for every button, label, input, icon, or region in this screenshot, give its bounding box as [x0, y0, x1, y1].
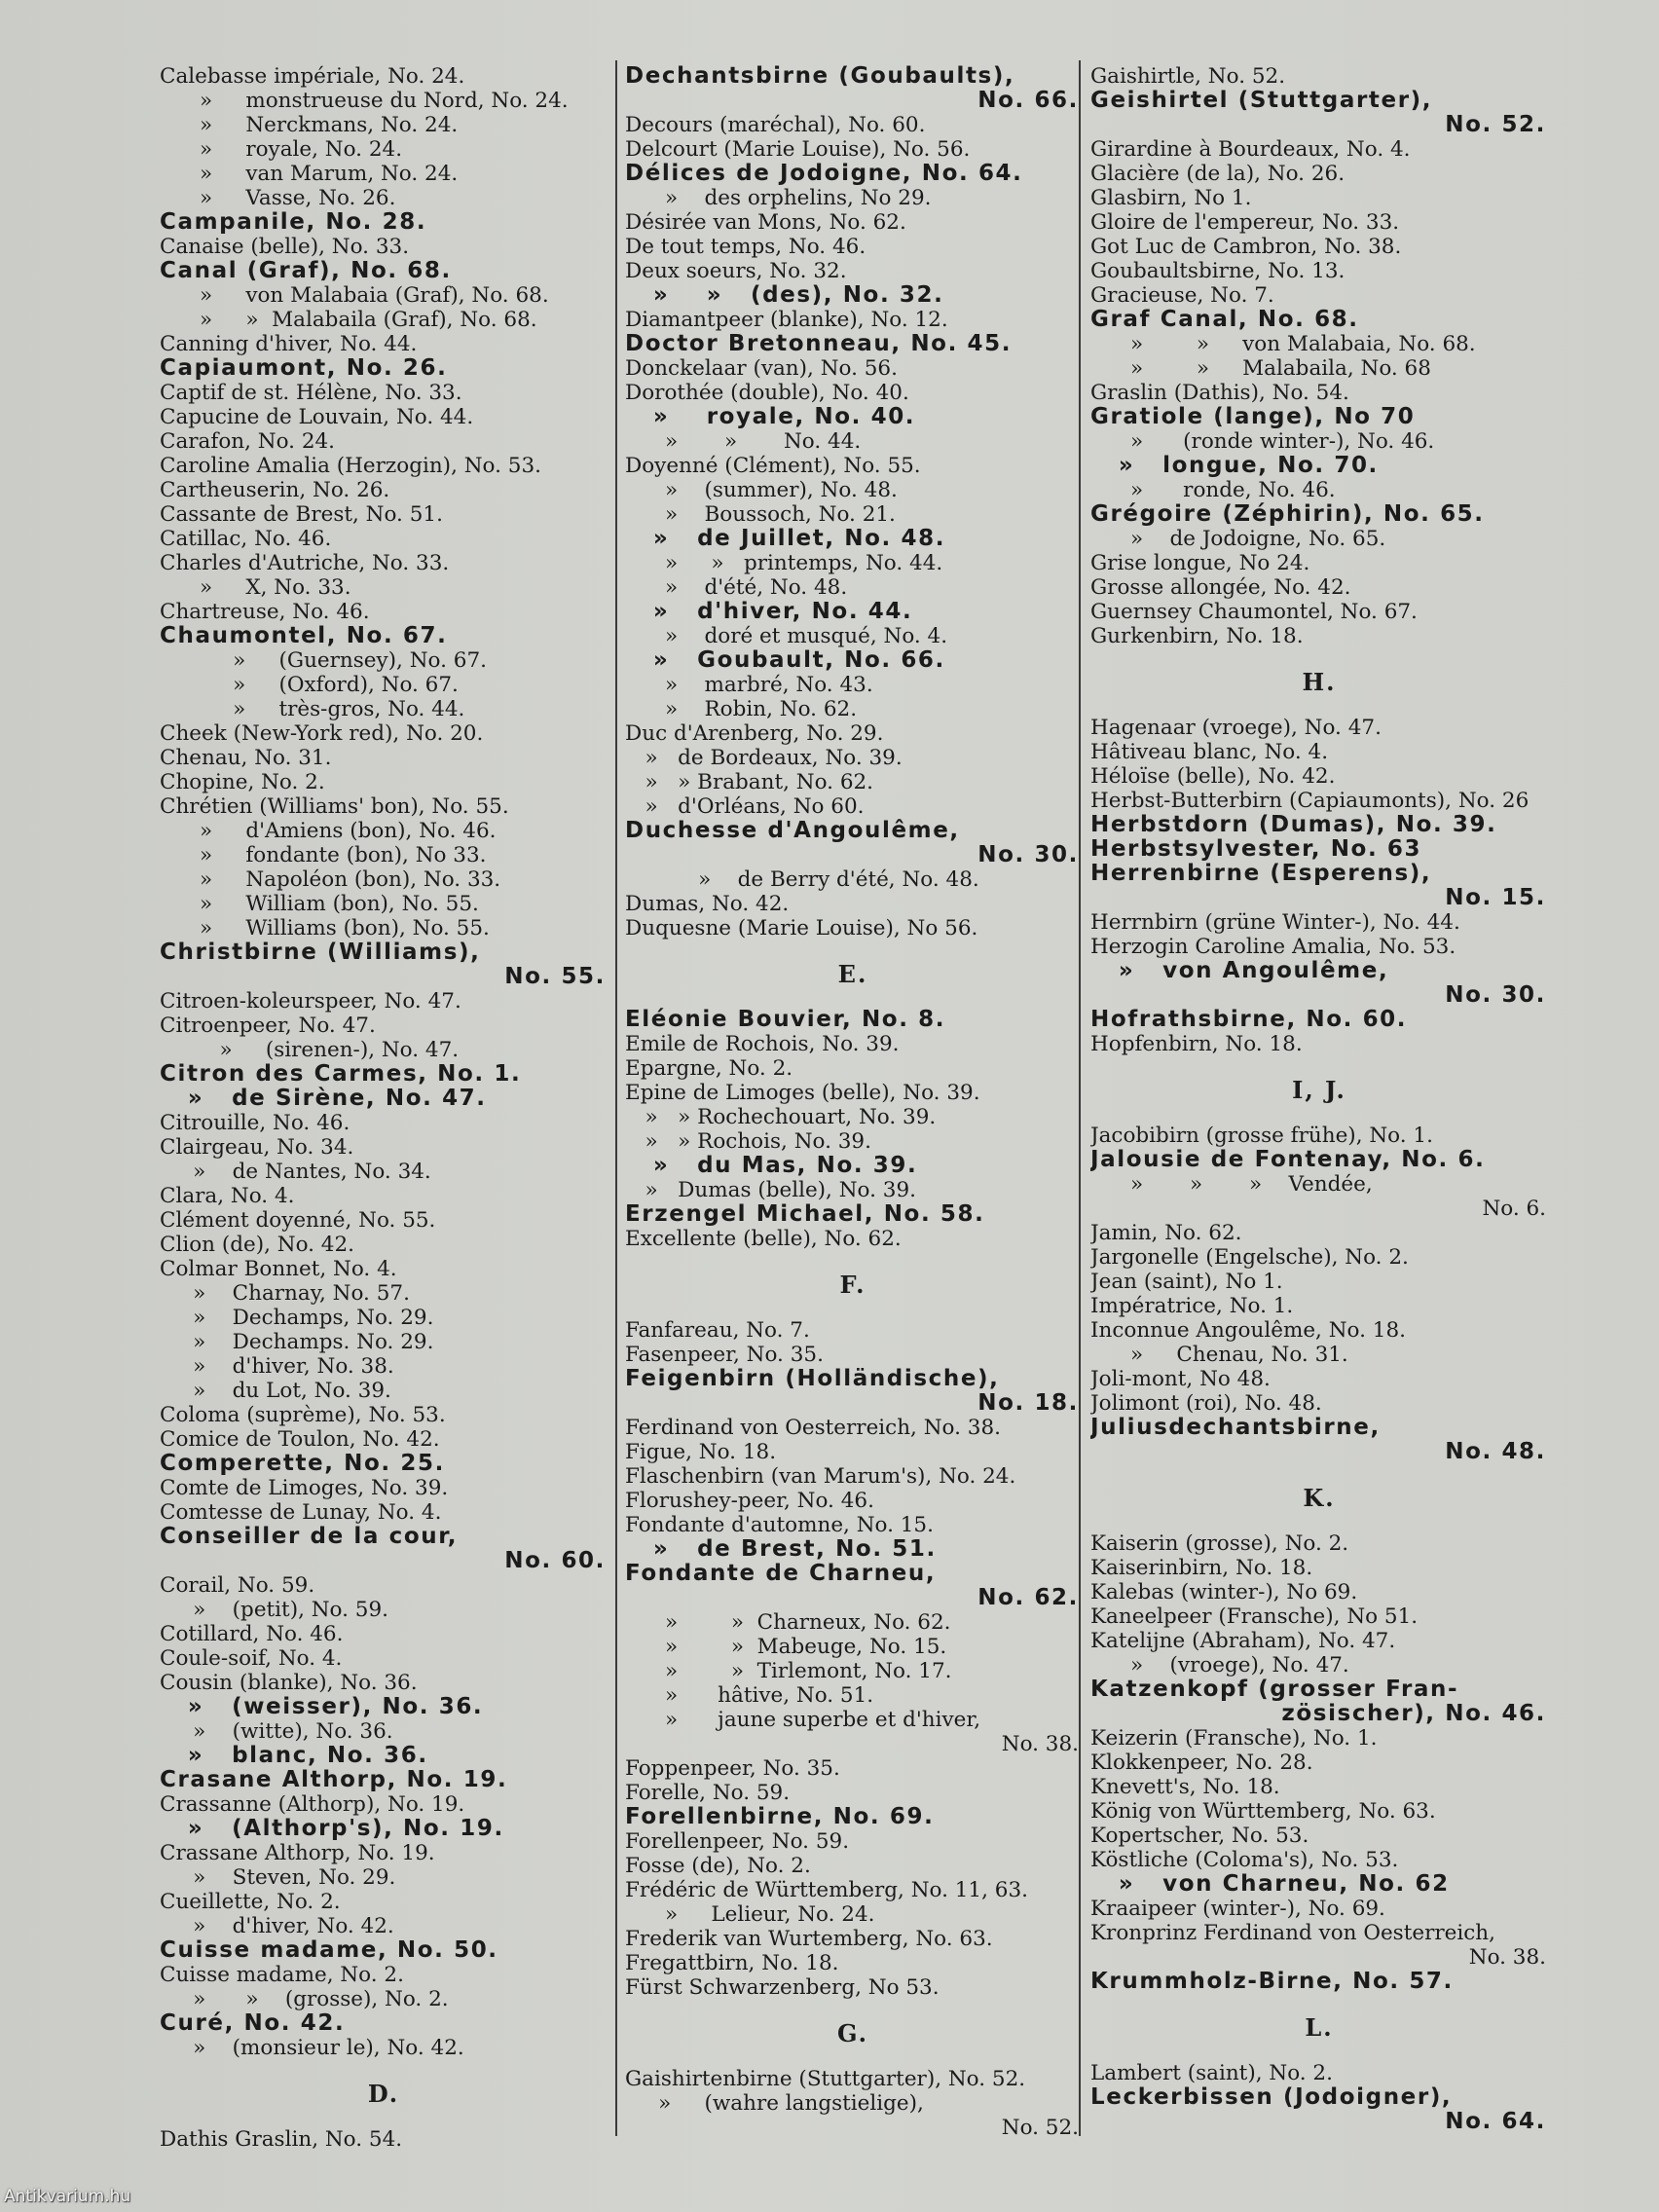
- index-entry: » de Sirène, No. 47.: [160, 1086, 487, 1111]
- index-entry: » » » Vendée,: [1090, 1172, 1373, 1197]
- section-letter-heading: F.: [839, 1271, 866, 1299]
- index-entry: Kraaipeer (winter-), No. 69.: [1090, 1897, 1385, 1921]
- section-letter-heading: I, J.: [1292, 1076, 1346, 1104]
- section-spacer: [625, 940, 1081, 962]
- index-entry: » marbré, No. 43.: [625, 673, 873, 697]
- index-entry: Herrenbirne (Esperens),: [1090, 861, 1432, 886]
- index-entry: Gloire de l'empereur, No. 33.: [1090, 210, 1400, 235]
- index-entry: » Williams (bon), No. 55.: [160, 916, 490, 940]
- index-entry: » (Guernsey), No. 67.: [160, 648, 487, 673]
- section-spacer: [1090, 2040, 1548, 2061]
- index-entry: No. 52.: [1445, 112, 1546, 137]
- index-entry: Jean (saint), No 1.: [1090, 1270, 1283, 1294]
- index-entry: Knevett's, No. 18.: [1090, 1775, 1280, 1799]
- index-entry: » Napoléon (bon), No. 33.: [160, 867, 501, 892]
- index-entry: No. 6.: [1482, 1197, 1546, 1221]
- index-entry: Keizerin (Fransche), No. 1.: [1090, 1726, 1378, 1751]
- index-entry: » de Nantes, No. 34.: [160, 1160, 431, 1184]
- index-entry: Cassante de Brest, No. 51.: [160, 502, 443, 527]
- index-entry: » royale, No. 40.: [625, 404, 916, 429]
- index-entry: » (wahre langstielige),: [625, 2091, 924, 2116]
- section-spacer: [625, 1297, 1081, 1318]
- column-divider-1: [615, 60, 617, 2136]
- section-spacer: [1090, 1056, 1548, 1078]
- index-entry: Fondante de Charneu,: [625, 1561, 937, 1586]
- index-entry: » » Rochois, No. 39.: [625, 1129, 871, 1154]
- index-entry: » (witte), No. 36.: [160, 1719, 393, 1744]
- index-entry: Citroenpeer, No. 47.: [160, 1014, 376, 1038]
- index-entry: » longue, No. 70.: [1090, 453, 1379, 478]
- index-entry: Canning d'hiver, No. 44.: [160, 332, 418, 356]
- index-entry: » monstrueuse du Nord, No. 24.: [160, 89, 569, 113]
- index-entry: » fondante (bon), No 33.: [160, 843, 487, 867]
- index-entry: Grégoire (Zéphirin), No. 65.: [1090, 501, 1485, 527]
- index-entry: Comtesse de Lunay, No. 4.: [160, 1500, 442, 1525]
- index-entry: Donckelaar (van), No. 56.: [625, 356, 898, 381]
- index-entry: Corail, No. 59.: [160, 1573, 315, 1598]
- index-entry: Calebasse impériale, No. 24.: [160, 64, 465, 89]
- index-entry: » doré et musqué, No. 4.: [625, 624, 948, 648]
- index-entry: Lambert (saint), No. 2.: [1090, 2061, 1333, 2085]
- index-entry: Dechantsbirne (Goubaults),: [625, 64, 1015, 89]
- index-entry: No. 30.: [1445, 982, 1546, 1008]
- index-entry: » (Oxford), No. 67.: [160, 673, 459, 697]
- section-spacer: [1090, 1510, 1548, 1531]
- index-entry: Herbstsylvester, No. 63: [1090, 836, 1422, 862]
- index-entry: zösischer), No. 46.: [1281, 1701, 1546, 1726]
- index-entry: » » Charneux, No. 62.: [625, 1610, 951, 1635]
- index-entry: » (summer), No. 48.: [625, 478, 898, 502]
- index-entry: Grosse allongée, No. 42.: [1090, 575, 1351, 600]
- index-entry: Chartreuse, No. 46.: [160, 600, 370, 624]
- index-entry: No. 38.: [1468, 1945, 1546, 1970]
- index-entry: Herbst-Butterbirn (Capiaumonts), No. 26: [1090, 789, 1530, 813]
- index-entry: » (vroege), No. 47.: [1090, 1653, 1349, 1677]
- index-entry: » royale, No. 24.: [160, 137, 403, 162]
- index-entry: De tout temps, No. 46.: [625, 235, 866, 259]
- index-entry: Flaschenbirn (van Marum's), No. 24.: [625, 1464, 1016, 1489]
- index-entry: » Goubault, No. 66.: [625, 647, 945, 673]
- index-entry: Hagenaar (vroege), No. 47.: [1090, 716, 1382, 740]
- index-entry: Got Luc de Cambron, No. 38.: [1090, 235, 1402, 259]
- index-entry: » jaune superbe et d'hiver,: [625, 1708, 981, 1732]
- index-entry: Crassanne (Althorp), No. 19.: [160, 1792, 465, 1817]
- index-entry: Impératrice, No. 1.: [1090, 1294, 1294, 1318]
- index-entry: » Chenau, No. 31.: [1090, 1343, 1348, 1367]
- index-entry: Clairgeau, No. 34.: [160, 1135, 354, 1160]
- index-entry: Duquesne (Marie Louise), No 56.: [625, 916, 978, 940]
- index-entry: Carafon, No. 24.: [160, 429, 336, 454]
- index-entry: Duc d'Arenberg, No. 29.: [625, 721, 884, 746]
- index-entry: Eléonie Bouvier, No. 8.: [625, 1007, 946, 1032]
- index-entry: » » (des), No. 32.: [625, 282, 944, 308]
- index-entry: Glacière (de la), No. 26.: [1090, 162, 1346, 186]
- index-entry: Cartheuserin, No. 26.: [160, 478, 390, 502]
- index-entry: Cueillette, No. 2.: [160, 1890, 341, 1914]
- index-entry: Dathis Graslin, No. 54.: [160, 2127, 403, 2152]
- index-entry: » de Berry d'été, No. 48.: [625, 867, 979, 892]
- index-entry: No. 30.: [977, 842, 1079, 867]
- index-entry: » » Brabant, No. 62.: [625, 770, 874, 794]
- section-spacer: [625, 2000, 1081, 2021]
- index-entry: Comice de Toulon, No. 42.: [160, 1427, 440, 1452]
- section-spacer: [625, 2046, 1081, 2067]
- index-entry: Christbirne (Williams),: [160, 940, 481, 965]
- index-entry: Colmar Bonnet, No. 4.: [160, 1257, 397, 1281]
- index-entry: Citroen-koleurspeer, No. 47.: [160, 989, 461, 1014]
- index-entry: » d'été, No. 48.: [625, 575, 848, 600]
- index-entry: Guernsey Chaumontel, No. 67.: [1090, 600, 1418, 624]
- index-entry: » blanc, No. 36.: [160, 1743, 428, 1768]
- index-entry: » » von Malabaia, No. 68.: [1090, 332, 1476, 356]
- index-entry: Coloma (suprème), No. 53.: [160, 1403, 446, 1427]
- index-entry: » von Malabaia (Graf), No. 68.: [160, 283, 549, 308]
- index-entry: » (weisser), No. 36.: [160, 1694, 484, 1719]
- index-entry: Delcourt (Marie Louise), No. 56.: [625, 137, 971, 162]
- index-entry: Foppenpeer, No. 35.: [625, 1756, 840, 1781]
- index-entry: Conseiller de la cour,: [160, 1524, 459, 1549]
- section-letter-heading: E.: [837, 960, 868, 988]
- index-entry: » Dumas (belle), No. 39.: [625, 1178, 916, 1202]
- index-entry: » Dechamps. No. 29.: [160, 1330, 434, 1354]
- index-entry: Fanfareau, No. 7.: [625, 1318, 810, 1343]
- section-letter-heading: L.: [1305, 2013, 1334, 2042]
- index-entry: » » Malabaila, No. 68: [1090, 356, 1431, 381]
- index-entry: Ferdinand von Oesterreich, No. 38.: [625, 1416, 1001, 1440]
- index-entry: Herbstdorn (Dumas), No. 39.: [1090, 812, 1497, 837]
- index-entry: Hâtiveau blanc, No. 4.: [1090, 740, 1329, 764]
- index-entry: Fosse (de), No. 2.: [625, 1854, 811, 1878]
- index-entry: » (petit), No. 59.: [160, 1598, 388, 1622]
- section-letter-heading: D.: [367, 2080, 400, 2108]
- index-entry: » » printemps, No. 44.: [625, 551, 943, 575]
- index-entry: » de Bordeaux, No. 39.: [625, 746, 903, 770]
- index-entry: Frederik van Wurtemberg, No. 63.: [625, 1927, 993, 1951]
- section-letter-heading: K.: [1303, 1484, 1336, 1512]
- index-entry: Graslin (Dathis), No. 54.: [1090, 381, 1349, 405]
- index-entry: » Robin, No. 62.: [625, 697, 858, 721]
- index-entry: Héloïse (belle), No. 42.: [1090, 764, 1336, 789]
- index-entry: Gratiole (lange), No 70: [1090, 404, 1416, 429]
- index-entry: » des orphelins, No 29.: [625, 186, 932, 210]
- index-entry: Citron des Carmes, No. 1.: [160, 1061, 522, 1087]
- index-entry: No. 64.: [1445, 2109, 1546, 2134]
- index-entry: Fondante d'automne, No. 15.: [625, 1513, 934, 1537]
- index-entry: » du Lot, No. 39.: [160, 1379, 391, 1403]
- index-entry: Katzenkopf (grosser Fran-: [1090, 1677, 1459, 1702]
- index-entry: Forelle, No. 59.: [625, 1781, 791, 1805]
- index-entry: Köstliche (Coloma's), No. 53.: [1090, 1848, 1399, 1872]
- index-entry: Catillac, No. 46.: [160, 527, 332, 551]
- index-entry: Krummholz-Birne, No. 57.: [1090, 1969, 1454, 1994]
- index-entry: Cuisse madame, No. 50.: [160, 1937, 498, 1963]
- index-entry: Crassane Althorp, No. 19.: [160, 1841, 435, 1865]
- index-entry: König von Württemberg, No. 63.: [1090, 1799, 1436, 1824]
- index-entry: Geishirtel (Stuttgarter),: [1090, 88, 1433, 113]
- index-entry: Girardine à Bourdeaux, No. 4.: [1090, 137, 1411, 162]
- index-entry: Gaishirtle, No. 52.: [1090, 64, 1286, 89]
- index-entry: Inconnue Angoulême, No. 18.: [1090, 1318, 1406, 1343]
- index-entry: Fasenpeer, No. 35.: [625, 1343, 824, 1367]
- index-entry: Emile de Rochois, No. 39.: [625, 1032, 900, 1056]
- index-entry: Chopine, No. 2.: [160, 770, 325, 794]
- index-entry: » (sirenen-), No. 47.: [160, 1038, 460, 1062]
- index-entry: Goubaultsbirne, No. 13.: [1090, 259, 1346, 283]
- index-entry: Duchesse d'Angoulême,: [625, 818, 960, 843]
- index-entry: Hopfenbirn, No. 18.: [1090, 1032, 1303, 1056]
- index-entry: » Vasse, No. 26.: [160, 186, 396, 210]
- index-entry: Doyenné (Clément), No. 55.: [625, 454, 921, 478]
- index-entry: » Nerckmans, No. 24.: [160, 113, 459, 137]
- index-entry: Kronprinz Ferdinand von Oesterreich,: [1090, 1921, 1495, 1945]
- index-entry: Juliusdechantsbirne,: [1090, 1415, 1381, 1440]
- index-entry: » (ronde winter-), No. 46.: [1090, 429, 1435, 454]
- index-entry: No. 48.: [1445, 1439, 1546, 1464]
- index-entry: Clara, No. 4.: [160, 1184, 295, 1208]
- index-entry: Jalousie de Fontenay, No. 6.: [1090, 1147, 1486, 1172]
- index-entry: » d'hiver, No. 44.: [625, 599, 913, 624]
- index-entry: Crasane Althorp, No. 19.: [160, 1767, 508, 1792]
- section-spacer: [625, 986, 1081, 1008]
- index-entry: Graf Canal, No. 68.: [1090, 307, 1359, 332]
- index-entry: » d'Orléans, No 60.: [625, 794, 865, 819]
- index-entry: Fürst Schwarzenberg, No 53.: [625, 1975, 940, 2000]
- index-entry: Hofrathsbirne, No. 60.: [1090, 1007, 1408, 1032]
- watermark: Antikvarium.hu: [4, 2187, 131, 2206]
- index-entry: » » Tirlemont, No. 17.: [625, 1659, 952, 1683]
- index-entry: » William (bon), No. 55.: [160, 892, 479, 916]
- index-entry: » très-gros, No. 44.: [160, 697, 465, 721]
- index-entry: » von Angoulême,: [1090, 958, 1389, 983]
- index-entry: Caroline Amalia (Herzogin), No. 53.: [160, 454, 541, 478]
- index-entry: Frédéric de Württemberg, No. 11, 63.: [625, 1878, 1028, 1902]
- index-entry: » (monsieur le), No. 42.: [160, 2036, 464, 2060]
- section-letter-heading: H.: [1302, 668, 1337, 696]
- index-entry: Leckerbissen (Jodoigner),: [1090, 2084, 1453, 2110]
- index-entry: » Dechamps, No. 29.: [160, 1306, 434, 1330]
- index-entry: Cotillard, No. 46.: [160, 1622, 344, 1646]
- index-entry: » (Althorp's), No. 19.: [160, 1816, 504, 1841]
- index-entry: No. 60.: [504, 1548, 606, 1573]
- index-entry: » von Charneu, No. 62: [1090, 1871, 1450, 1897]
- index-entry: No. 18.: [977, 1390, 1079, 1416]
- index-entry: Fregattbirn, No. 18.: [625, 1951, 839, 1975]
- index-entry: » » (grosse), No. 2.: [160, 1987, 449, 2011]
- index-entry: » van Marum, No. 24.: [160, 162, 459, 186]
- section-spacer: [160, 2060, 608, 2082]
- index-entry: » » Rochechouart, No. 39.: [625, 1105, 937, 1129]
- section-spacer: [1090, 1464, 1548, 1486]
- index-entry: Herzogin Caroline Amalia, No. 53.: [1090, 935, 1456, 959]
- index-entry: Deux soeurs, No. 32.: [625, 259, 847, 283]
- index-entry: Florushey-peer, No. 46.: [625, 1489, 874, 1513]
- index-entry: Capucine de Louvain, No. 44.: [160, 405, 474, 429]
- index-entry: No. 52.: [1001, 2116, 1079, 2140]
- index-entry: » Lelieur, No. 24.: [625, 1902, 875, 1927]
- index-entry: Excellente (belle), No. 62.: [625, 1227, 902, 1251]
- column-1: [160, 64, 608, 2152]
- index-entry: » X, No. 33.: [160, 575, 351, 600]
- index-entry: Grise longue, No 24.: [1090, 551, 1310, 575]
- index-entry: » d'Amiens (bon), No. 46.: [160, 819, 497, 843]
- index-entry: Kopertscher, No. 53.: [1090, 1824, 1309, 1848]
- index-entry: No. 55.: [504, 964, 606, 989]
- index-entry: Gracieuse, No. 7.: [1090, 283, 1274, 308]
- index-entry: » » Mabeuge, No. 15.: [625, 1635, 947, 1659]
- index-entry: Campanile, No. 28.: [160, 209, 427, 235]
- index-entry: » de Brest, No. 51.: [625, 1536, 937, 1562]
- index-entry: Clément doyenné, No. 55.: [160, 1208, 436, 1233]
- index-entry: » » No. 44.: [625, 429, 862, 454]
- index-entry: Herrnbirn (grüne Winter-), No. 44.: [1090, 910, 1460, 935]
- index-entry: No. 66.: [977, 88, 1079, 113]
- section-spacer: [1090, 694, 1548, 716]
- index-entry: Captif de st. Hélène, No. 33.: [160, 381, 462, 405]
- index-entry: No. 62.: [977, 1585, 1079, 1610]
- index-entry: Comperette, No. 25.: [160, 1451, 445, 1476]
- index-entry: » de Juillet, No. 48.: [625, 526, 946, 551]
- index-entry: » » Malabaila (Graf), No. 68.: [160, 308, 537, 332]
- section-spacer: [1090, 1994, 1548, 2015]
- index-entry: Curé, No. 42.: [160, 2010, 346, 2036]
- index-entry: Jargonelle (Engelsche), No. 2.: [1090, 1245, 1409, 1270]
- index-entry: Capiaumont, No. 26.: [160, 355, 448, 381]
- index-entry: Kaiserinbirn, No. 18.: [1090, 1556, 1313, 1580]
- index-entry: Dorothée (double), No. 40.: [625, 381, 909, 405]
- section-spacer: [160, 2106, 608, 2127]
- index-entry: Kaiserin (grosse), No. 2.: [1090, 1531, 1349, 1556]
- index-entry: Forellenpeer, No. 59.: [625, 1829, 850, 1854]
- index-entry: Figue, No. 18.: [625, 1440, 777, 1464]
- index-entry: Canaise (belle), No. 33.: [160, 235, 410, 259]
- index-entry: Forellenbirne, No. 69.: [625, 1804, 935, 1829]
- index-entry: Erzengel Michael, No. 58.: [625, 1201, 985, 1227]
- index-entry: Jamin, No. 62.: [1090, 1221, 1242, 1245]
- index-entry: » de Jodoigne, No. 65.: [1090, 527, 1386, 551]
- index-entry: Jacobibirn (grosse frühe), No. 1.: [1090, 1124, 1433, 1148]
- index-entry: Cuisse madame, No. 2.: [160, 1963, 404, 1987]
- index-entry: » d'hiver, No. 42.: [160, 1914, 394, 1938]
- section-spacer: [1090, 1102, 1548, 1124]
- index-entry: Epine de Limoges (belle), No. 39.: [625, 1081, 980, 1105]
- index-entry: » ronde, No. 46.: [1090, 478, 1336, 502]
- index-entry: » Charnay, No. 57.: [160, 1281, 410, 1306]
- index-entry: No. 38.: [1001, 1732, 1079, 1756]
- index-entry: Gurkenbirn, No. 18.: [1090, 624, 1304, 648]
- index-entry: Jolimont (roi), No. 48.: [1090, 1391, 1322, 1416]
- index-entry: Désirée van Mons, No. 62.: [625, 210, 906, 235]
- index-entry: Citrouille, No. 46.: [160, 1111, 350, 1135]
- index-entry: » d'hiver, No. 38.: [160, 1354, 394, 1379]
- index-entry: Chenau, No. 31.: [160, 746, 332, 770]
- index-entry: Cousin (blanke), No. 36.: [160, 1671, 418, 1695]
- index-entry: Glasbirn, No 1.: [1090, 186, 1252, 210]
- section-spacer: [625, 1251, 1081, 1272]
- index-entry: Clion (de), No. 42.: [160, 1233, 354, 1257]
- section-letter-heading: G.: [837, 2019, 868, 2047]
- index-entry: Decours (maréchal), No. 60.: [625, 113, 926, 137]
- index-entry: Cheek (New-York red), No. 20.: [160, 721, 484, 746]
- index-entry: » du Mas, No. 39.: [625, 1153, 918, 1178]
- index-entry: Charles d'Autriche, No. 33.: [160, 551, 450, 575]
- index-entry: Délices de Jodoigne, No. 64.: [625, 161, 1023, 186]
- index-entry: Joli-mont, No 48.: [1090, 1367, 1271, 1391]
- index-entry: » Steven, No. 29.: [160, 1865, 396, 1890]
- index-entry: Epargne, No. 2.: [625, 1056, 793, 1081]
- index-entry: Kaneelpeer (Fransche), No 51.: [1090, 1604, 1419, 1629]
- index-entry: Diamantpeer (blanke), No. 12.: [625, 308, 948, 332]
- index-entry: Doctor Bretonneau, No. 45.: [625, 331, 1013, 356]
- index-entry: Feigenbirn (Holländische),: [625, 1366, 1000, 1391]
- index-entry: Dumas, No. 42.: [625, 892, 790, 916]
- column-2: [625, 64, 1081, 2140]
- index-entry: Katelijne (Abraham), No. 47.: [1090, 1629, 1396, 1653]
- index-entry: Coule-soif, No. 4.: [160, 1646, 343, 1671]
- index-entry: Gaishirtenbirne (Stuttgarter), No. 52.: [625, 2067, 1026, 2091]
- index-entry: Klokkenpeer, No. 28.: [1090, 1751, 1313, 1775]
- column-3: [1090, 64, 1548, 2134]
- index-entry: » hâtive, No. 51.: [625, 1683, 874, 1708]
- index-entry: Kalebas (winter-), No 69.: [1090, 1580, 1358, 1604]
- index-entry: » Boussoch, No. 21.: [625, 502, 896, 527]
- index-entry: No. 15.: [1445, 885, 1546, 910]
- index-entry: Comte de Limoges, No. 39.: [160, 1476, 449, 1500]
- index-entry: Chaumontel, No. 67.: [160, 623, 448, 648]
- section-spacer: [1090, 648, 1548, 670]
- index-entry: Canal (Graf), No. 68.: [160, 258, 452, 283]
- index-entry: Chrétien (Williams' bon), No. 55.: [160, 794, 509, 819]
